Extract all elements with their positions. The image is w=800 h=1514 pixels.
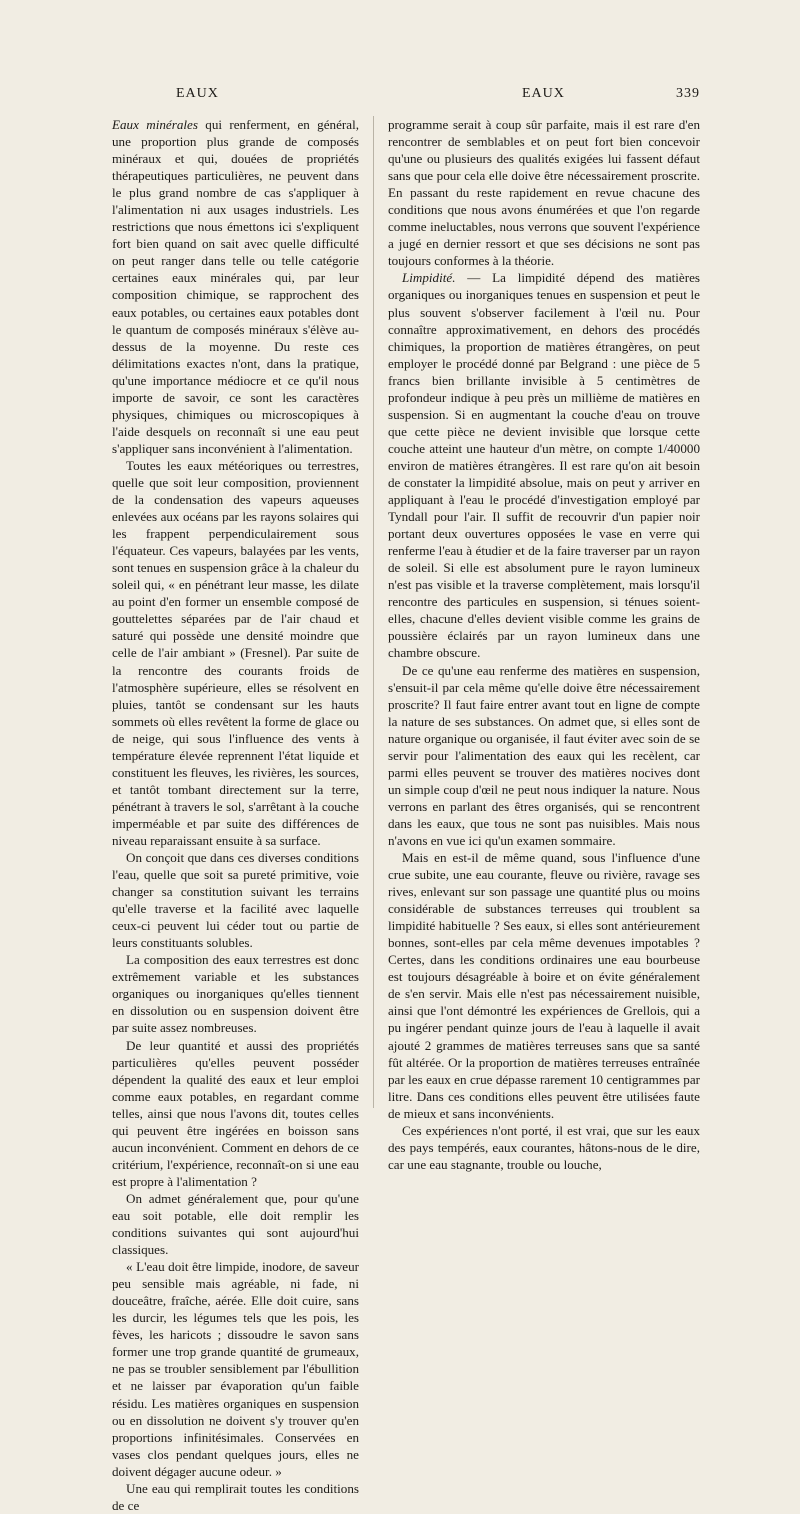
paragraph [112,116,359,457]
paragraph: On conçoit que dans ces diverses conditions l'eau, quelle que soit sa pureté primitive, voie changer sa constitution suivant les terrains qu'elle traverse et la facilité avec laquelle ceux-ci peuvent lui céder tout ou partie de leurs constituants solubles. [112,850,359,951]
paragraph: Ces expériences n'ont porté, il est vrai, que sur les eaux des pays tempérés, eaux courantes, hâtons-nous de le dire, car une eau stagnante, trouble ou louche, [388,1122,700,1172]
paragraph: La composition des eaux terrestres est donc extrêmement variable et les substances organiques ou inorganiques qu'elles tiennent en dissolution ou en suspension doivent être par suite assez nombreuses. [112,952,359,1036]
page-number: 339 [676,86,700,101]
paragraph: Mais en est-il de même quand, sous l'influence d'une crue subite, une eau courante, fleuve ou rivière, ravage ses rives, enlevant sur son passage une quantité plus ou moins considérable de substances terreuses qui troublent sa limpidité habituelle ? Ses eaux, si elles sont antérieurement bonnes, sont-elles par cela même devenues impotables ? Certes, dans les conditions ordinaires une eau bourbeuse est toujours désagréable à boire et on évite généralement de s'en servir. Mais elle n'est pas nécessairement nuisible, ainsi que l'ont démontré les expériences de Grellois, qui a pu ingérer pendant quinze jours de l'eau à laquelle il avait ajouté 2 grammes de matières terreuses sans que sa santé fût altérée. Or la proportion de matières terreuses entraînée par les eaux en crue dépasse rarement 10 centigrammes par litre. Dans ces conditions elles peuvent être utilisées faute de mieux et sans inconvénients. [388,850,700,1121]
section-lead-limpidite: Limpidité. [402,270,456,286]
quotation-paragraph: « L'eau doit être limpide, inodore, de saveur peu sensible mais agréable, ni fade, ni douceâtre, fraîche, aérée. Elle doit cuire, sans les durcir, les légumes tels que les pois, les fèves, les haricots ; dissoudre le savon sans former une trop grande quantité de grumeaux, ne pas se troubler sensiblement par l'ébullition et ne laisser par évaporation qu'un faible résidu. Les matières organiques en suspension ou en dissolution ne doivent s'y trouver qu'en proportions infinitésimales. Conservées en vases clos pendant quelques jours, elles ne doivent dégager aucune odeur. » [112,1259,359,1479]
paragraph-text: qui renferment, en général, une proportion plus grande de composés minéraux et qui, douées de propriétés thérapeutiques particulières, ne peuvent dans le plus grand nombre de cas s'appliquer à l'alimentation ni aux usages industriels. Les restrictions que nous émettons ici s'expliquent fort bien quand on sait avec quelle difficulté on peut ranger dans telle ou telle catégorie certaines eaux minérales qui, par leur composition chimique, se rapprochent des eaux potables, ou certaines eaux potables dont le quantum de composés minéraux s'élève au-dessus de la moyenne. Du reste ces délimitations exactes n'ont, dans la pratique, qu'une importance médiocre et ce qu'il nous importe de savoir, ce sont les caractères physiques, chimiques ou microscopiques à l'aide desquels on reconnaît si une eau peut s'appliquer sans inconvénient à l'alimentation. [112,117,359,456]
column-divider [373,116,374,1108]
paragraph: Toutes les eaux météoriques ou terrestres, quelle que soit leur composition, proviennent de la condensation des vapeurs aqueuses enlevées aux océans par les rayons solaires qui les frappent perpendiculairement sous l'équateur. Ces vapeurs, balayées par les vents, sont tenues en suspension grâce à la chaleur du soleil qui, « en pénétrant leur masse, les dilate au point d'en former un ensemble composé de gouttelettes séparées par de l'air chaud et saturé qui possède une densité moindre que celle de l'air ambiant » (Fresnel). Par suite de la rencontre des courants froids de l'atmosphère supérieure, elles se résolvent en pluies, tantôt se condensant sur les hauts sommets où elles revêtent la forme de glace ou de neige, qui sous l'influence des vents à température élevée reprennent l'état liquide et constituent les fleuves, les rivières, les sources, et tantôt tombant directement sur la terre, pénétrant à travers le sol, s'arrêtant à la couche imperméable et par suite des différences de niveau reparaissant ensuite à sa surface. [112,457,359,848]
running-head-right: EAUX [522,86,565,101]
paragraph [388,269,700,661]
italic-lead: Eaux minérales [112,117,198,132]
right-column [388,116,700,1173]
paragraph: On admet généralement que, pour qu'une eau soit potable, elle doit remplir les conditions suivantes qui sont aujourd'hui classiques. [112,1190,359,1258]
running-head [0,86,800,106]
paragraph: Une eau qui remplirait toutes les conditions de ce [112,1480,359,1513]
paragraph: De leur quantité et aussi des propriétés particulières qu'elles peuvent posséder dépendent la qualité des eaux et leur emploi comme eaux potables, en regardant comme telles, ainsi que nous l'avons dit, toutes celles qui peuvent être ingérées en boisson sans aucun inconvénient. Comment en dehors de ce critérium, l'expérience, reconnaît-on si une eau est propre à l'alimentation ? [112,1037,359,1189]
left-column [112,116,359,1514]
running-head-left: EAUX [176,86,219,101]
paragraph-text: — La limpidité dépend des matières organiques ou inorganiques tenues en suspension et peut le plus souvent s'observer facilement à l'œil nu. Pour connaître approximativement, en dehors des procédés chimiques, la proportion de matières étrangères, on peut employer le procédé donné par Belgrand : une pièce de 5 francs bien brillante invisible à 5 centimètres de profondeur indique à peu près un millième de matières en suspension. Si en augmentant la couche d'eau on trouve que cette pièce ne devient invisible que lorsque cette couche atteint une hauteur d'un mètre, on compte 1/40000 environ de matières étrangères. Il est rare qu'on ait besoin de constater la limpidité absolue, mais on peut y arriver en appliquant à l'eau le procédé d'investigation employé par Tyndall pour l'air. Il suffit de recouvrir d'un papier noir portant deux ouvertures opposées le vase en verre qui renferme l'eau à étudier et de la faire traverser par un rayon de soleil. Si elle est absolument pure le rayon lumineux n'est pas visible et la traverse complètement, mais lorsqu'il rencontre des particules en suspension, si ténues soient-elles, chacune d'elles devient visible comme les grains de poussière éclairés par un rayon lumineux dans une chambre obscure. [388,270,700,661]
paragraph: De ce qu'une eau renferme des matières en suspension, s'ensuit-il par cela même qu'elle doive être nécessairement proscrite? Il faut faire entrer avant tout en ligne de compte la nature de ses substances. On admet que, si elles sont de nature organique ou organisée, il faut éviter avec soin de se servir pour l'alimentation des eaux qui les recèlent, car parmi elles peuvent se trouver des matières nocives dont un simple coup d'œil ne peut nous indiquer la nature. Nous verrons en parlant des êtres organisés, qui se rencontrent dans les eaux, que tous ne sont pas nuisibles. Mais nous n'avons en vue ici qu'un examen sommaire. [388,662,700,848]
paragraph: programme serait à coup sûr parfaite, mais il est rare d'en rencontrer de semblables et on peut fort bien concevoir qu'une ou plusieurs des qualités exigées lui fassent défaut sans que pour cela elle doive être nécessairement proscrite. En passant du reste rapidement en revue chacune des conditions que nous avons énumérées et que l'on regarde comme ineluctables, nous verrons que souvent l'expérience a jugé en dernier ressort et que ses décisions ne sont pas toujours conformes à la théorie. [388,117,700,269]
